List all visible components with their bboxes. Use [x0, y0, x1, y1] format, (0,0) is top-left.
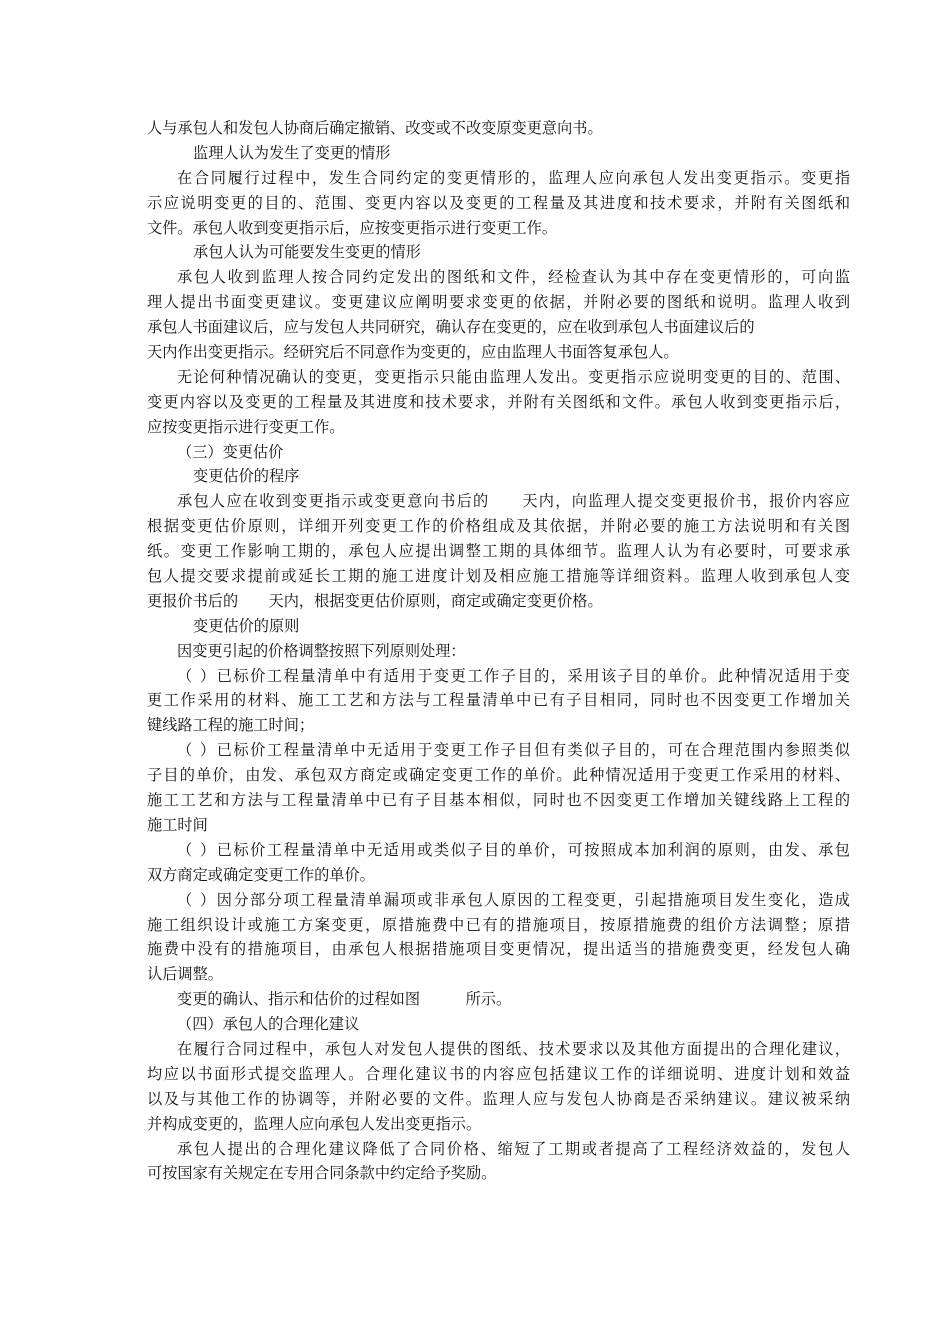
text-line: （ ）因分部分项工程量清单漏项或非承包人原因的工程变更，引起措施项目发生变化，造成 — [177, 890, 850, 909]
text-line: 人与承包人和发包人协商后确定撤销、改变或不改变原变更意向书。 — [147, 119, 603, 137]
text-line: 认后调整。 — [147, 965, 223, 984]
text-line: 天内作出变更指示。经研究后不同意作为变更的，应由监理人书面答复承包人。 — [147, 343, 679, 362]
text-line: 键线路工程的施工时间； — [147, 716, 315, 735]
text-line: 以及与其他工作的协调等，并附必要的文件。监理人应与发包人协商是否采纳建议。建议被采纳 — [147, 1089, 850, 1108]
text-line: 承包人提出的合理化建议降低了合同价格、缩短了工期或者提高了工程经济效益的，发包人 — [177, 1139, 850, 1158]
text-line: （三）变更估价 — [177, 442, 284, 461]
text-line: 施费中没有的措施项目，由承包人根据措施项目变更情况，提出适当的措施费变更，经发包人确 — [147, 940, 850, 959]
text-line: 纸。变更工作影响工期的，承包人应提出调整工期的具体细节。监理人认为有必要时，可要求承 — [147, 542, 850, 561]
text-line: 施工工艺和方法与工程量清单中已有子目基本相似，同时也不因变更工作增加关键线路上工程的 — [147, 791, 850, 810]
text-line: 均应以书面形式提交监理人。合理化建议书的内容应包括建议工作的详细说明、进度计划和效益 — [147, 1064, 850, 1083]
text-line: 文件。承包人收到变更指示后，应按变更指示进行变更工作。 — [147, 218, 558, 237]
text-line: 变更估价的原则 — [193, 616, 300, 635]
text-line: 施工时间 — [147, 815, 208, 834]
text-line: 承包人收到监理人按合同约定发出的图纸和文件，经检查认为其中存在变更情形的，可向监 — [177, 268, 850, 287]
text-line: 双方商定或确定变更工作的单价。 — [147, 865, 375, 884]
text-line: 变更估价的程序 — [193, 467, 300, 486]
text-line: （四）承包人的合理化建议 — [177, 1015, 360, 1034]
text-line: 变更内容以及变更的工程量及其进度和技术要求，并附有关图纸和文件。承包人收到变更指示后， — [147, 392, 850, 411]
text-line: 理人提出书面变更建议。变更建议应阐明要求变更的依据，并附必要的图纸和说明。监理人收到 — [147, 293, 850, 312]
text-line: 可按国家有关规定在专用合同条款中约定给予奖励。 — [147, 1164, 497, 1183]
text-line: 因变更引起的价格调整按照下列原则处理： — [177, 641, 466, 660]
text-line: 子目的单价，由发、承包双方商定或确定变更工作的单价。此种情况适用于变更工作采用的材料、 — [147, 766, 850, 785]
document-page — [147, 116, 850, 1186]
text-line: 监理人认为发生了变更的情形 — [193, 143, 391, 162]
text-line: 更工作采用的材料、施工工艺和方法与工程量清单中已有子目相同，同时也不因变更工作增加关 — [147, 691, 850, 710]
text-line: 示应说明变更的目的、范围、变更内容以及变更的工程量及其进度和技术要求，并附有关图纸和 — [147, 193, 850, 212]
text-line: 承包人认为可能要发生变更的情形 — [193, 243, 421, 262]
text-line: 承包人应在收到变更指示或变更意向书后的 天内，向监理人提交变更报价书，报价内容应 — [177, 492, 850, 511]
text-line: 施工组织设计或施工方案变更，原措施费中已有的措施项目，按原措施费的组价方法调整；原措 — [147, 915, 850, 934]
text-line: （ ）已标价工程量清单中无适用于变更工作子目但有类似子目的，可在合理范围内参照类似 — [177, 741, 850, 760]
text-line: 更报价书后的 天内，根据变更估价原则，商定或确定变更价格。 — [147, 591, 603, 610]
text-line: （ ）已标价工程量清单中无适用或类似子目的单价，可按照成本加利润的原则，由发、承包 — [177, 840, 850, 859]
text-line: 应按变更指示进行变更工作。 — [147, 417, 345, 436]
text-line: 承包人书面建议后，应与发包人共同研究，确认存在变更的，应在收到承包人书面建议后的 — [147, 318, 755, 337]
text-line: 包人提交要求提前或延长工期的施工进度计划及相应施工措施等详细资料。监理人收到承包人变 — [147, 567, 850, 586]
text-line: 并构成变更的，监理人应向承包人发出变更指示。 — [147, 1114, 482, 1133]
text-line: 在合同履行过程中，发生合同约定的变更情形的，监理人应向承包人发出变更指示。变更指 — [177, 168, 850, 187]
text-line: （ ）已标价工程量清单中有适用于变更工作子目的，采用该子目的单价。此种情况适用于变 — [177, 666, 850, 685]
text-line: 变更的确认、指示和估价的过程如图 所示。 — [177, 990, 512, 1009]
text-line: 根据变更估价原则，详细开列变更工作的价格组成及其依据，并附必要的施工方法说明和有关图 — [147, 517, 850, 536]
text-line: 无论何种情况确认的变更，变更指示只能由监理人发出。变更指示应说明变更的目的、范围、 — [177, 367, 850, 386]
text-line: 在履行合同过程中，承包人对发包人提供的图纸、技术要求以及其他方面提出的合理化建议， — [177, 1039, 850, 1058]
